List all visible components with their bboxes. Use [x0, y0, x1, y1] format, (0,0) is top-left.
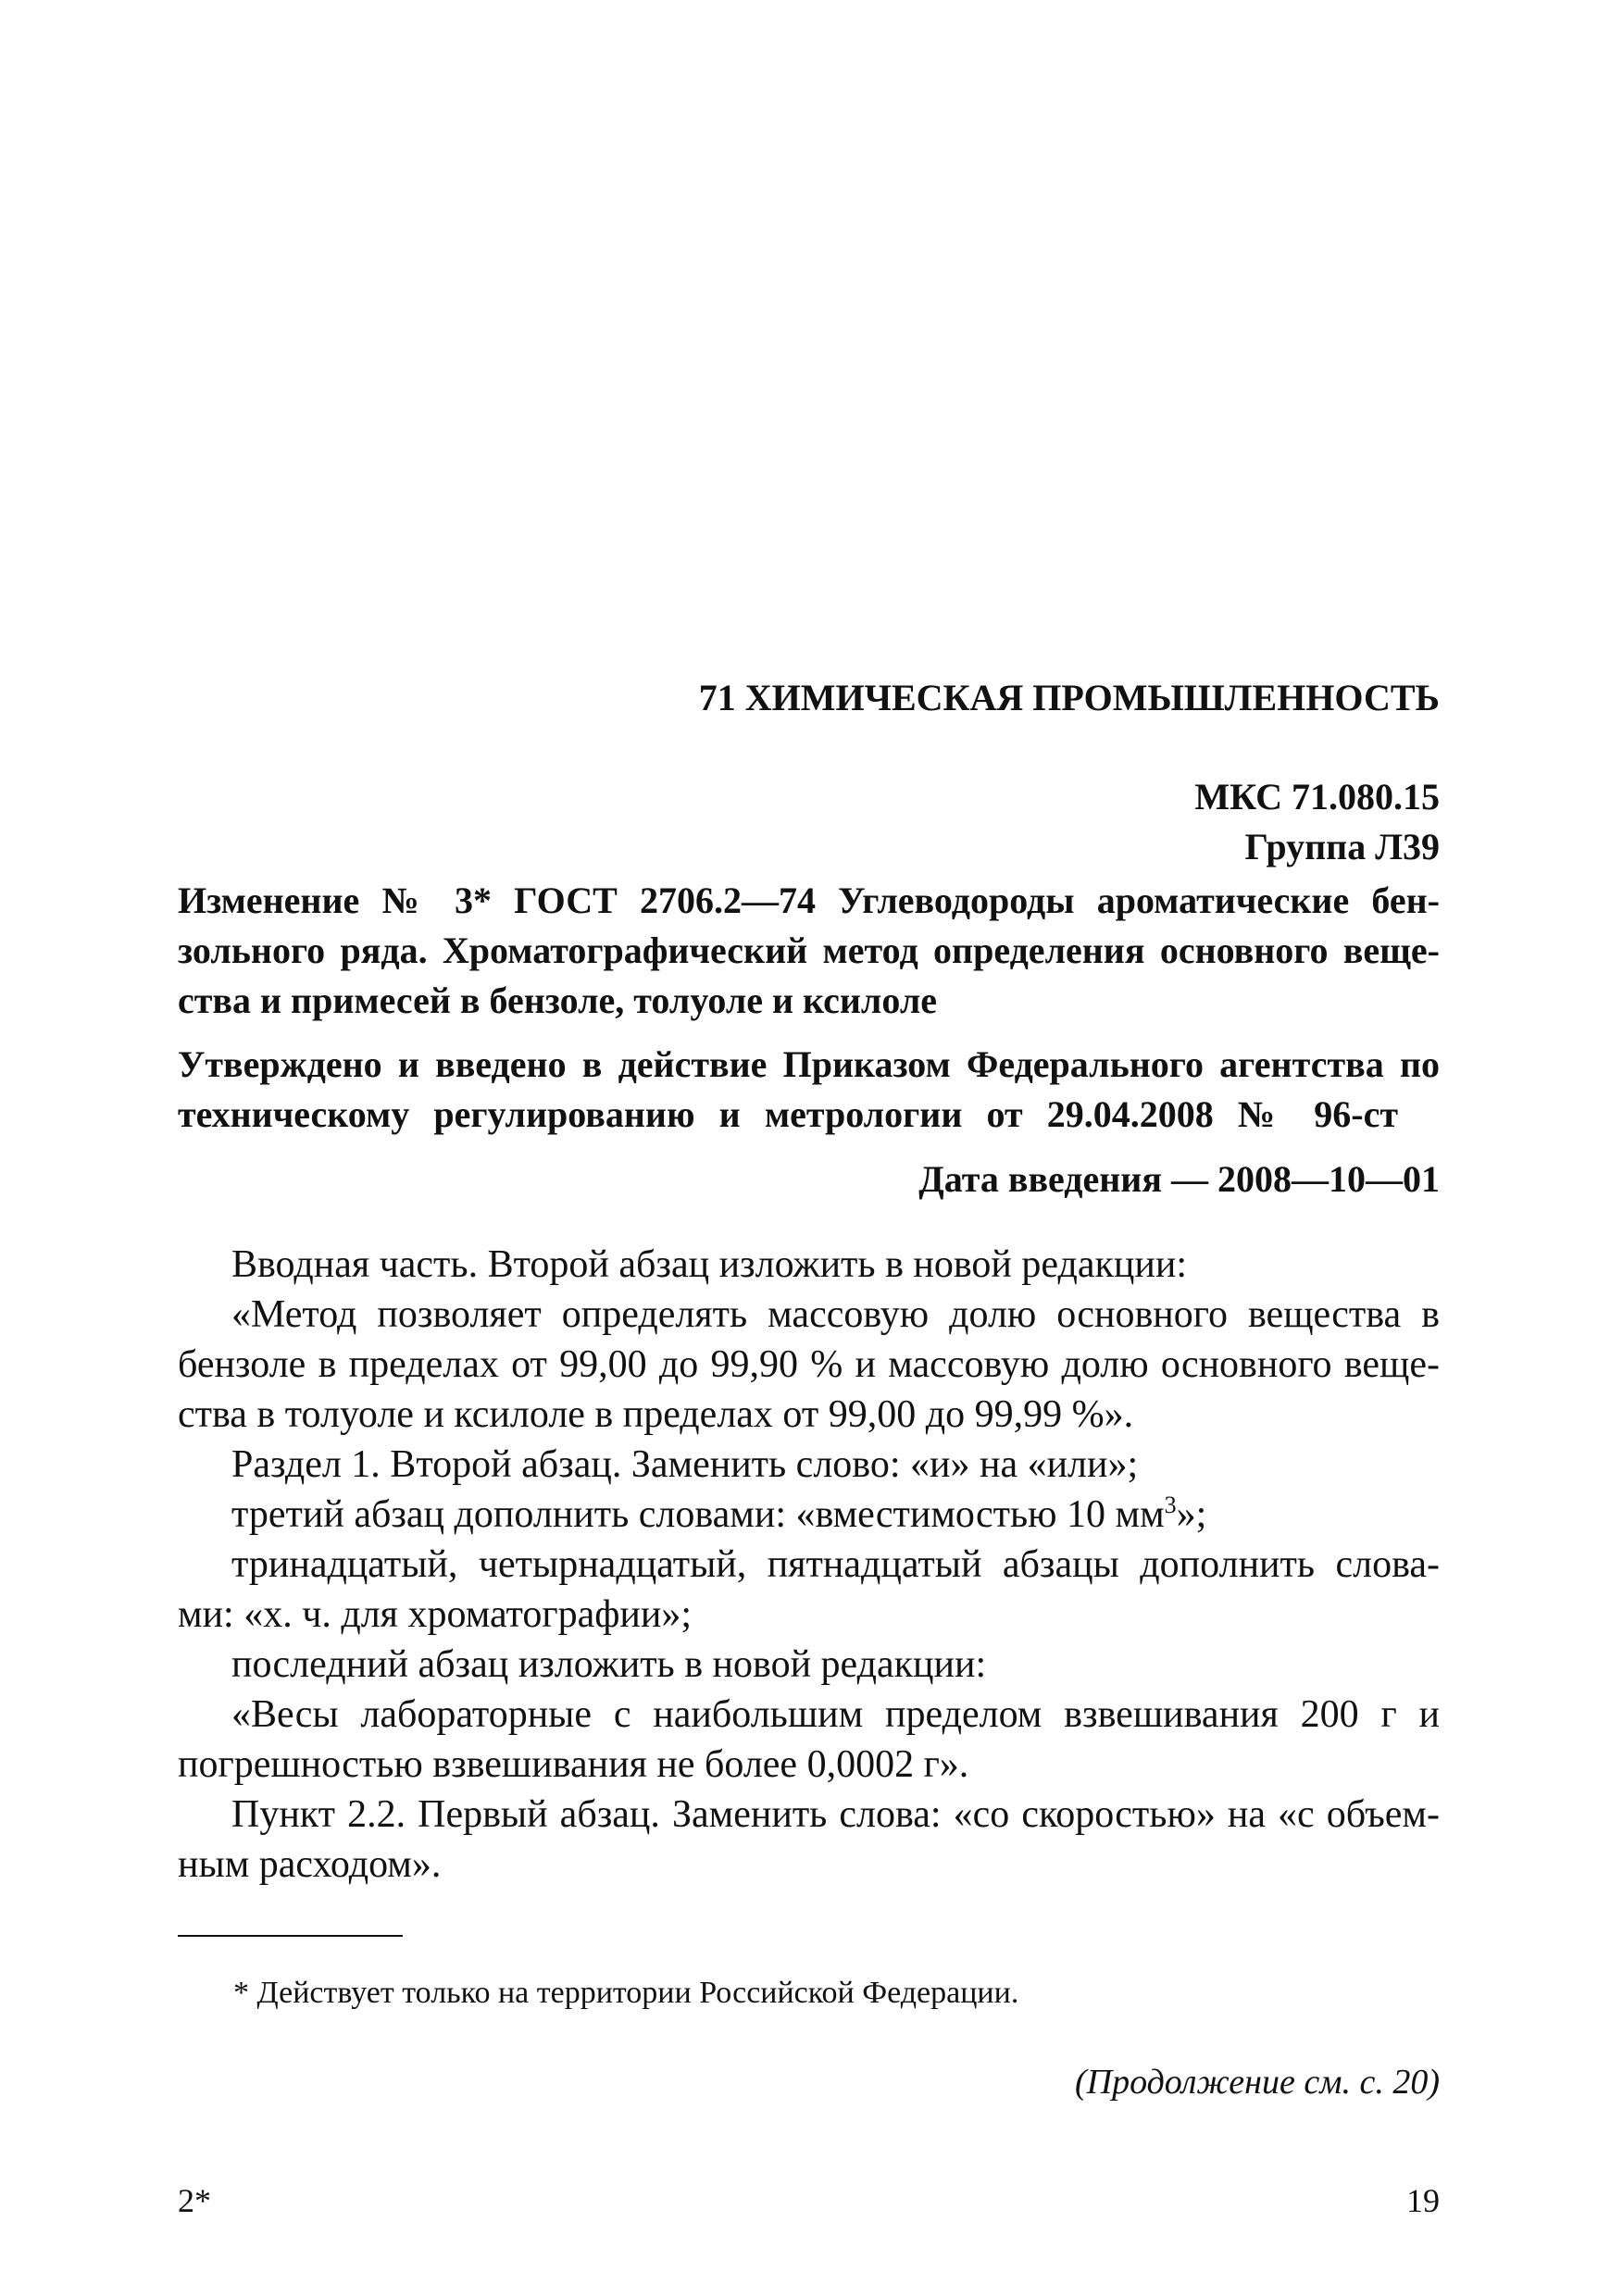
- group-code: Группа Л39: [1244, 826, 1440, 867]
- footnote-divider: [178, 1935, 403, 1937]
- mks-code: МКС 71.080.15: [1194, 776, 1440, 817]
- amendment-body: [178, 1240, 1440, 1890]
- body-line: ным расходом».: [178, 1843, 442, 1886]
- section-heading: 71 ХИМИЧЕСКАЯ ПРОМЫШЛЕННОСТЬ: [698, 677, 1440, 718]
- body-paragraph: последний абзац изложить в новой редакции:: [231, 1643, 987, 1686]
- body-paragraph: [178, 1690, 1440, 1790]
- body-line: бензоле в пределах от 99,00 до 99,90 % и массовую долю основного веще-: [178, 1343, 1440, 1386]
- body-line: погрешностью взвешивания не более 0,0002 г».: [178, 1743, 969, 1786]
- title-line: ства и примесей в бензоле, толуоле и ксилоле: [178, 980, 938, 1021]
- body-paragraph: [178, 1490, 1440, 1540]
- superscript: 3: [1164, 1491, 1177, 1518]
- body-line: Пункт 2.2. Первый абзац. Заменить слова: «со скоростью» на «с объем-: [231, 1793, 1440, 1836]
- continuation-note: (Продолжение см. с. 20): [1074, 2063, 1440, 2102]
- body-paragraph: Раздел 1. Второй абзац. Заменить слово: «и» на «или»;: [231, 1443, 1139, 1486]
- body-line: «Весы лабораторные с наибольшим пределом взвешивания 200 г и: [231, 1693, 1440, 1736]
- body-paragraph: [178, 1790, 1440, 1890]
- body-text: третий абзац дополнить словами: «вместимостью 10 мм: [231, 1493, 1165, 1536]
- classification-codes: [178, 772, 1440, 872]
- body-line: тринадцатый, четырнадцатый, пятнадцатый абзацы дополнить слова-: [231, 1543, 1440, 1586]
- body-paragraph: [178, 1540, 1440, 1640]
- signature-mark: 2*: [178, 2182, 211, 2219]
- body-paragraph: [178, 1290, 1440, 1440]
- approval-statement: [178, 1040, 1440, 1140]
- body-line: ства в толуоле и ксилоле в пределах от 99,00 до 99,99 %».: [178, 1393, 1134, 1436]
- body-paragraph: Вводная часть. Второй абзац изложить в новой редакции:: [231, 1243, 1187, 1286]
- page-number: 19: [1406, 2182, 1440, 2219]
- body-line: ми: «х. ч. для хроматографии»;: [178, 1593, 693, 1636]
- title-line: зольного ряда. Хроматографический метод определения основного веще-: [178, 930, 1440, 971]
- approval-line: Утверждено и введено в действие Приказом Федерального агентства по: [178, 1043, 1440, 1085]
- footnote: * Действует только на территории Российской Федерации.: [233, 1976, 1019, 2010]
- body-text: »;: [1176, 1493, 1207, 1536]
- amendment-title: [178, 876, 1440, 1026]
- title-line: Изменение № 3* ГОСТ 2706.2—74 Углеводороды ароматические бен-: [178, 880, 1440, 921]
- approval-line: техническому регулированию и метрологии от 29.04.2008 № 96-ст: [178, 1093, 1398, 1135]
- introduction-date: Дата введения — 2008—10—01: [918, 1158, 1440, 1200]
- body-line: «Метод позволяет определять массовую долю основного вещества в: [231, 1293, 1440, 1336]
